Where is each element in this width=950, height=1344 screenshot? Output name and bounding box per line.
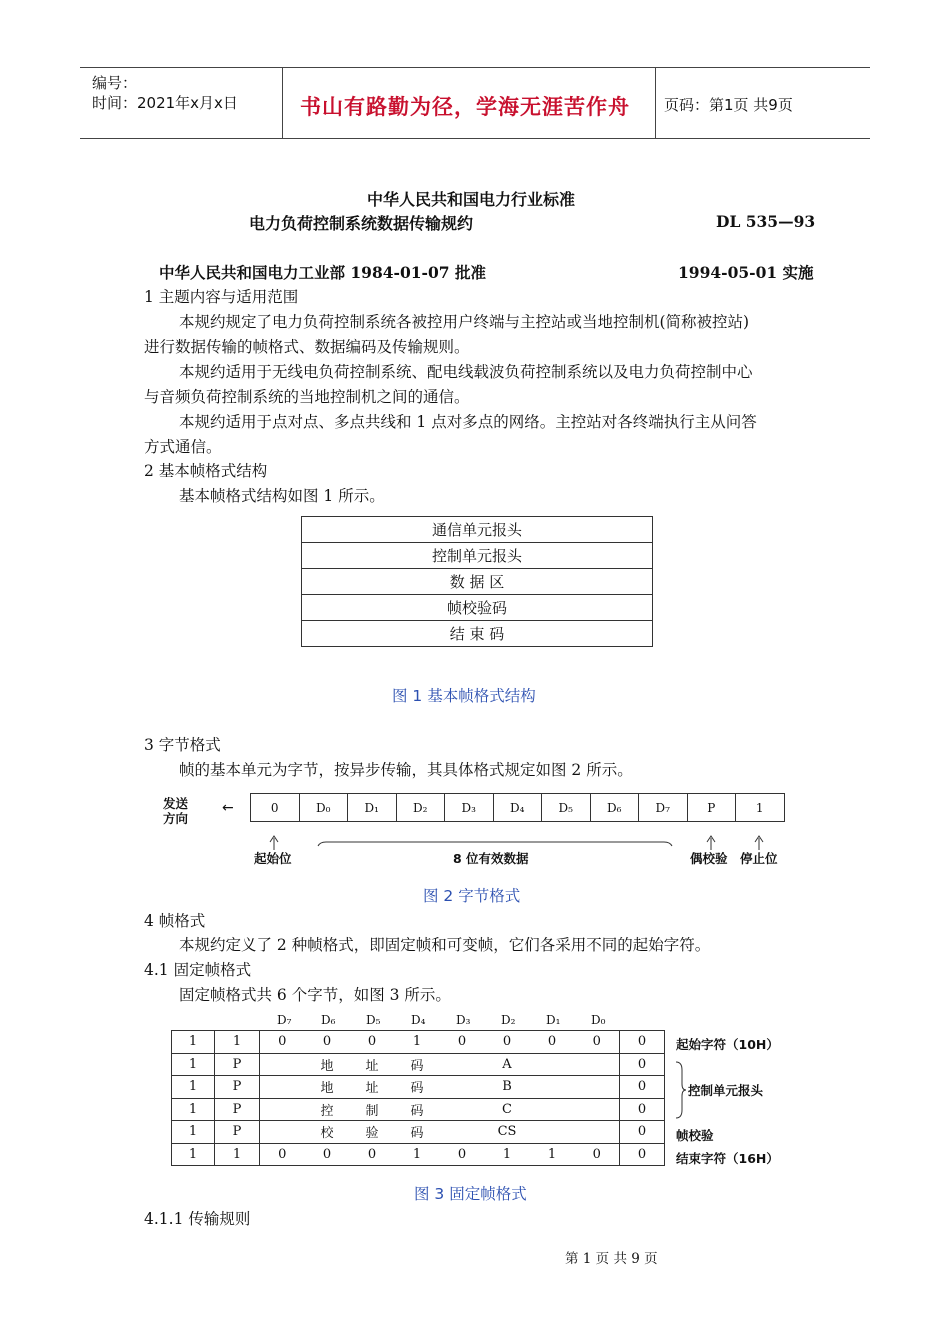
section-4-paragraph: 本规约定义了 2 种帧格式，即固定帧和可变帧，它们各采用不同的起始字符。 — [179, 936, 711, 954]
cell — [530, 1076, 575, 1099]
cell: 0 — [575, 1031, 620, 1054]
figure-3-caption: 图 3 固定帧格式 — [414, 1185, 527, 1203]
cell: 1 — [530, 1143, 575, 1166]
section-1-paragraph: 方式通信。 — [144, 438, 222, 456]
cell: 址 — [350, 1076, 395, 1099]
table-row — [172, 1143, 665, 1166]
cell: 0 — [305, 1143, 350, 1166]
data-bits-label: 8 位有效数据 — [453, 851, 529, 866]
table-row — [172, 1121, 665, 1144]
bit-header: D₇ — [277, 1013, 292, 1027]
start-char-label: 起始字符（10H） — [676, 1037, 779, 1052]
cell — [440, 1053, 485, 1076]
document-code: DL 535—93 — [716, 212, 816, 231]
cell: P — [215, 1076, 260, 1099]
figure-3-fixed-frame — [171, 1030, 665, 1166]
figure-1-caption: 图 1 基本帧格式结构 — [392, 687, 536, 705]
section-1-paragraph: 本规约适用于无线电负荷控制系统、配电线载波负荷控制系统以及电力负荷控制中心 — [179, 363, 753, 381]
cell — [260, 1076, 305, 1099]
section-4-1-paragraph: 固定帧格式共 6 个字节，如图 3 所示。 — [179, 986, 451, 1004]
section-2-paragraph: 基本帧格式结构如图 1 所示。 — [179, 487, 385, 505]
standard-org: 中华人民共和国电力行业标准 — [367, 190, 576, 209]
table-row — [172, 1076, 665, 1099]
cell: 0 — [260, 1143, 305, 1166]
send-direction-label: 方向 — [163, 811, 189, 826]
bit-cell: 0 — [251, 794, 300, 822]
effective-date: 1994-05-01 实施 — [678, 263, 814, 282]
bit-header: D₄ — [411, 1013, 426, 1027]
cell: P — [215, 1098, 260, 1121]
bit-header: D₀ — [591, 1013, 606, 1027]
cell: 0 — [350, 1143, 395, 1166]
bit-cell: D₂ — [396, 794, 445, 822]
cell: 1 — [172, 1098, 215, 1121]
frame-part: 结 束 码 — [302, 621, 653, 647]
section-3-paragraph: 帧的基本单元为字节，按异步传输，其具体格式规定如图 2 所示。 — [179, 761, 633, 779]
section-1-paragraph: 与音频负荷控制系统的当地控制机之间的通信。 — [144, 388, 470, 406]
cell: A — [485, 1053, 530, 1076]
bit-cell: D₀ — [299, 794, 348, 822]
table-row — [172, 1031, 665, 1054]
cell: P — [215, 1121, 260, 1144]
cell: CS — [485, 1121, 530, 1144]
section-2-heading: 2 基本帧格式结构 — [144, 462, 268, 480]
cell: 码 — [395, 1121, 440, 1144]
direction-arrow-icon: ← — [222, 800, 234, 816]
cell: 址 — [350, 1053, 395, 1076]
send-direction-label: 发送 — [163, 796, 189, 811]
section-4-heading: 4 帧格式 — [144, 912, 206, 930]
cell: 0 — [530, 1031, 575, 1054]
cell: 1 — [172, 1143, 215, 1166]
cell — [440, 1098, 485, 1121]
header-page-info: 页码：第1页 共9页 — [664, 96, 793, 114]
section-4-1-heading: 4.1 固定帧格式 — [144, 961, 252, 979]
cell: B — [485, 1076, 530, 1099]
cell: C — [485, 1098, 530, 1121]
bit-cell: D₅ — [542, 794, 591, 822]
cell: 地 — [305, 1053, 350, 1076]
cell: 0 — [305, 1031, 350, 1054]
cell: 码 — [395, 1076, 440, 1099]
page-footer: 第 1 页 共 9 页 — [565, 1251, 658, 1267]
cell — [575, 1053, 620, 1076]
cell: 0 — [620, 1121, 665, 1144]
cell: 0 — [440, 1143, 485, 1166]
cell: 0 — [575, 1143, 620, 1166]
cell — [575, 1076, 620, 1099]
bit-cell: D₄ — [493, 794, 542, 822]
cell: 1 — [215, 1143, 260, 1166]
cell: 校 — [305, 1121, 350, 1144]
figure-1-frame-structure — [301, 516, 653, 647]
control-header-label: 控制单元报头 — [688, 1083, 764, 1098]
end-char-label: 结束字符（16H） — [676, 1151, 779, 1166]
cell: 码 — [395, 1053, 440, 1076]
bit-header: D₃ — [456, 1013, 471, 1027]
cell: 1 — [395, 1143, 440, 1166]
bit-cell: 1 — [736, 794, 785, 822]
frame-part: 帧校验码 — [302, 595, 653, 621]
cell: 地 — [305, 1076, 350, 1099]
cell — [530, 1121, 575, 1144]
bit-cell: D₆ — [590, 794, 639, 822]
figure-2-caption: 图 2 字节格式 — [423, 887, 521, 905]
header-motto: 书山有路勤为径，学海无涯苦作舟 — [300, 95, 630, 119]
section-1-heading: 1 主题内容与适用范围 — [144, 288, 299, 306]
cell: 1 — [172, 1076, 215, 1099]
cell: 码 — [395, 1098, 440, 1121]
table-row — [172, 1053, 665, 1076]
cell: 1 — [172, 1121, 215, 1144]
cell: 0 — [260, 1031, 305, 1054]
section-1-paragraph: 本规约规定了电力负荷控制系统各被控用户终端与主控站或当地控制机(简称被控站) — [179, 313, 750, 331]
parity-bit-label: 偶校验 — [690, 851, 728, 866]
bit-cell: P — [687, 794, 736, 822]
cell — [575, 1121, 620, 1144]
document-date-label: 时间：2021年x月x日 — [92, 94, 238, 112]
checksum-label: 帧校验 — [676, 1128, 714, 1143]
bit-cell: D₁ — [348, 794, 397, 822]
brace-icon — [674, 1060, 688, 1120]
document-number-label: 编号： — [92, 74, 138, 92]
stop-bit-label: 停止位 — [740, 851, 778, 866]
approval-line: 中华人民共和国电力工业部 1984-01-07 批准 — [159, 263, 486, 282]
cell — [530, 1098, 575, 1121]
cell: 0 — [620, 1053, 665, 1076]
cell: 0 — [620, 1143, 665, 1166]
cell — [530, 1053, 575, 1076]
cell: 0 — [440, 1031, 485, 1054]
cell: 0 — [620, 1098, 665, 1121]
frame-part: 控制单元报头 — [302, 543, 653, 569]
cell: P — [215, 1053, 260, 1076]
cell — [260, 1053, 305, 1076]
cell — [260, 1098, 305, 1121]
cell — [575, 1098, 620, 1121]
cell: 验 — [350, 1121, 395, 1144]
section-1-paragraph: 进行数据传输的帧格式、数据编码及传输规则。 — [144, 338, 470, 356]
section-4-1-1-heading: 4.1.1 传输规则 — [144, 1210, 251, 1228]
bit-cell: D₇ — [639, 794, 688, 822]
cell: 0 — [485, 1031, 530, 1054]
table-row — [172, 1098, 665, 1121]
section-3-heading: 3 字节格式 — [144, 736, 221, 754]
bit-cell: D₃ — [445, 794, 494, 822]
cell: 1 — [172, 1053, 215, 1076]
start-bit-label: 起始位 — [254, 851, 292, 866]
cell: 0 — [620, 1031, 665, 1054]
cell: 控 — [305, 1098, 350, 1121]
cell: 1 — [172, 1031, 215, 1054]
cell: 1 — [485, 1143, 530, 1166]
figure-2-byte-format — [250, 793, 785, 822]
frame-part: 数 据 区 — [302, 569, 653, 595]
cell — [440, 1076, 485, 1099]
cell: 1 — [395, 1031, 440, 1054]
document-title: 电力负荷控制系统数据传输规约 — [249, 214, 474, 233]
cell — [440, 1121, 485, 1144]
cell: 0 — [620, 1076, 665, 1099]
bit-header: D₂ — [501, 1013, 516, 1027]
bit-header: D₁ — [546, 1013, 561, 1027]
bit-header: D₅ — [366, 1013, 381, 1027]
frame-part: 通信单元报头 — [302, 517, 653, 543]
cell: 1 — [215, 1031, 260, 1054]
cell — [260, 1121, 305, 1144]
bit-header: D₆ — [321, 1013, 336, 1027]
cell: 制 — [350, 1098, 395, 1121]
section-1-paragraph: 本规约适用于点对点、多点共线和 1 点对多点的网络。主控站对各终端执行主从问答 — [179, 413, 757, 431]
cell: 0 — [350, 1031, 395, 1054]
